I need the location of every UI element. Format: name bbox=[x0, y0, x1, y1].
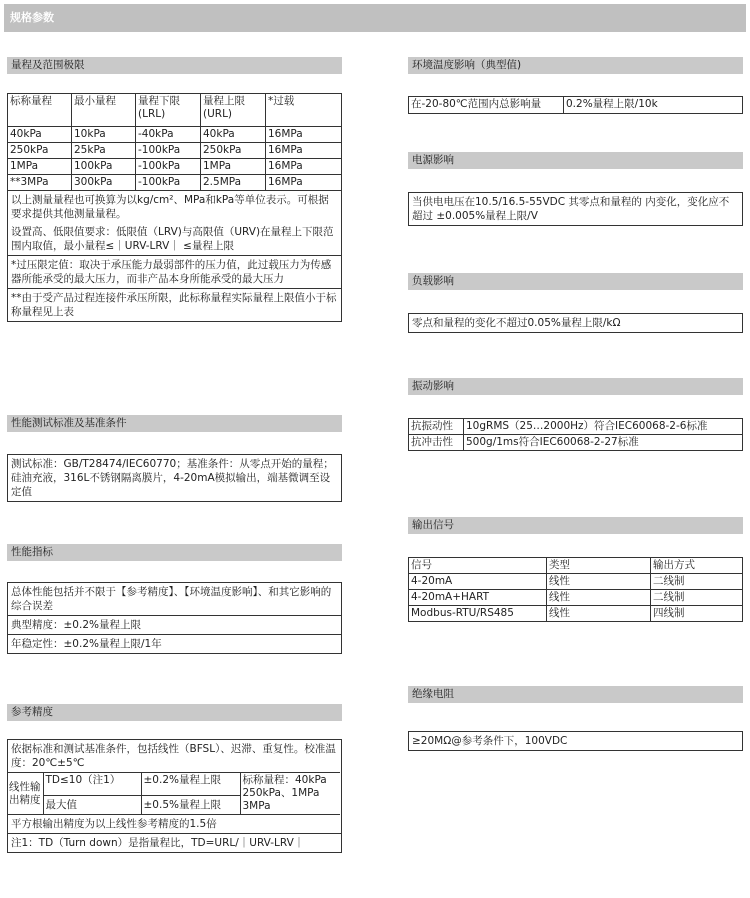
table-row bbox=[8, 159, 342, 175]
table-cell: 线性 bbox=[547, 606, 651, 622]
table-cell: TD≤10（注1） bbox=[43, 773, 141, 796]
table-row bbox=[409, 97, 743, 114]
table-row bbox=[8, 127, 342, 143]
table-cell: 线性 bbox=[547, 574, 651, 590]
load-box bbox=[408, 313, 743, 333]
section-vib-title: 振动影响 bbox=[412, 380, 454, 392]
table-cell: 1MPa bbox=[201, 159, 266, 175]
range-block bbox=[7, 93, 342, 322]
table-cell: 四线制 bbox=[651, 606, 743, 622]
table-cell: 500g/1ms符合IEC60068-2-27标准 bbox=[464, 435, 743, 451]
section-accuracy-title: 参考精度 bbox=[11, 706, 53, 718]
section-insul-title: 绝缘电阻 bbox=[412, 688, 454, 700]
section-range-header bbox=[7, 57, 342, 74]
section-vib-header bbox=[408, 378, 743, 395]
table-row bbox=[409, 574, 743, 590]
section-perf-title: 性能指标 bbox=[11, 546, 53, 558]
table-row bbox=[409, 435, 743, 451]
load-text: 零点和量程的变化不超过0.05%量程上限/kΩ bbox=[412, 317, 621, 329]
vib-table bbox=[408, 418, 743, 451]
table-cell: 300kPa bbox=[72, 175, 136, 191]
insul-box bbox=[408, 731, 743, 751]
table-cell: 0.2%量程上限/10k bbox=[564, 97, 743, 114]
section-power-title: 电源影响 bbox=[412, 154, 454, 166]
table-header-cell: 量程下限 (LRL) bbox=[136, 94, 201, 127]
table-header-cell: 标称量程 bbox=[8, 94, 72, 127]
table-row bbox=[409, 590, 743, 606]
table-cell: 40kPa bbox=[201, 127, 266, 143]
section-power-header bbox=[408, 152, 743, 169]
table-header-cell: 输出方式 bbox=[651, 558, 743, 574]
table-header-cell: *过载 bbox=[266, 94, 342, 127]
table-cell: 25kPa bbox=[72, 143, 136, 159]
power-text: 当供电电压在10.5/16.5-55VDC 其零点和量程的 内变化，变化应不超过 ±0.005%量程上限/V bbox=[412, 196, 730, 222]
table-cell: -100kPa bbox=[136, 159, 201, 175]
table-header-cell: 量程上限 (URL) bbox=[201, 94, 266, 127]
perf-box bbox=[7, 582, 342, 654]
range-note-overload: *过压限定值：取决于承压能力最弱部件的压力值，此过载压力为传感器所能承受的最大压力，而非产品本身所能承受的最大压力 bbox=[8, 255, 341, 288]
section-output-header bbox=[408, 517, 743, 534]
table-cell: 16MPa bbox=[266, 175, 342, 191]
section-test-title: 性能测试标准及基准条件 bbox=[11, 417, 127, 429]
section-load-header bbox=[408, 273, 743, 290]
table-cell: 2.5MPa bbox=[201, 175, 266, 191]
table-cell: 250kPa bbox=[8, 143, 72, 159]
range-notes bbox=[7, 191, 342, 322]
perf-overall: 总体性能包括并不限于【参考精度】、【环境温度影响】、和其它影响的综合误差 bbox=[11, 586, 332, 612]
accuracy-sqrt: 平方根输出精度为以上线性参考精度的1.5倍 bbox=[11, 818, 217, 830]
table-cell: 在-20-80℃范围内总影响量 bbox=[409, 97, 564, 114]
table-cell: 16MPa bbox=[266, 159, 342, 175]
table-cell: ±0.5%量程上限 bbox=[141, 796, 240, 815]
table-row bbox=[409, 419, 743, 435]
section-accuracy-header bbox=[7, 704, 342, 721]
table-row bbox=[8, 175, 342, 191]
table-cell: 250kPa bbox=[201, 143, 266, 159]
output-table-header bbox=[409, 558, 743, 574]
accuracy-ranges: 标称量程：40kPa 250kPa、1MPa 3MPa bbox=[240, 773, 340, 815]
perf-stability: 年稳定性：±0.2%量程上限/1年 bbox=[8, 634, 341, 653]
table-cell: 抗冲击性 bbox=[409, 435, 464, 451]
table-cell: 二线制 bbox=[651, 590, 743, 606]
accuracy-note: 注1：TD（Turn down）是指量程比，TD=URL/｜URV-LRV｜ bbox=[8, 833, 341, 852]
output-table bbox=[408, 557, 743, 622]
table-cell: 40kPa bbox=[8, 127, 72, 143]
accuracy-table bbox=[7, 772, 340, 815]
table-cell: 100kPa bbox=[72, 159, 136, 175]
table-cell: -100kPa bbox=[136, 143, 201, 159]
accuracy-label: 线性输出精度 bbox=[7, 773, 43, 815]
section-insul-header bbox=[408, 686, 743, 703]
table-cell: -100kPa bbox=[136, 175, 201, 191]
table-cell: 10gRMS（25…2000Hz）符合IEC60068-2-6标准 bbox=[464, 419, 743, 435]
table-cell: 4-20mA+HART bbox=[409, 590, 547, 606]
section-temp-title: 环境温度影响（典型值) bbox=[412, 59, 522, 71]
insul-text: ≥20MΩ@参考条件下，100VDC bbox=[412, 735, 568, 747]
table-cell: Modbus-RTU/RS485 bbox=[409, 606, 547, 622]
range-table-header bbox=[8, 94, 342, 127]
perf-typical: 典型精度：±0.2%量程上限 bbox=[8, 615, 341, 634]
table-row bbox=[8, 143, 342, 159]
section-test-header bbox=[7, 415, 342, 432]
test-box bbox=[7, 454, 342, 502]
table-row bbox=[409, 606, 743, 622]
table-header-cell: 信号 bbox=[409, 558, 547, 574]
page-title-bar bbox=[4, 4, 746, 32]
table-cell: 16MPa bbox=[266, 143, 342, 159]
temp-table bbox=[408, 96, 743, 114]
section-load-title: 负载影响 bbox=[412, 275, 454, 287]
table-header-cell: 类型 bbox=[547, 558, 651, 574]
table-cell: 二线制 bbox=[651, 574, 743, 590]
section-perf-header bbox=[7, 544, 342, 561]
accuracy-box bbox=[7, 739, 342, 853]
range-table bbox=[7, 93, 342, 191]
page-title: 规格参数 bbox=[10, 11, 54, 24]
table-cell: 16MPa bbox=[266, 127, 342, 143]
table-cell: 抗振动性 bbox=[409, 419, 464, 435]
table-cell: 最大值 bbox=[43, 796, 141, 815]
table-cell: 线性 bbox=[547, 590, 651, 606]
table-header-cell: 最小量程 bbox=[72, 94, 136, 127]
range-note-units: 以上测量量程也可换算为以kg/cm²、MPa和kPa等单位表示。可根据要求提供其他测量量程。 bbox=[11, 194, 329, 220]
section-range-title: 量程及范围极限 bbox=[11, 59, 85, 71]
section-temp-header bbox=[408, 57, 743, 74]
table-row bbox=[7, 773, 340, 796]
table-cell: **3MPa bbox=[8, 175, 72, 191]
range-note-3mpa: **由于受产品过程连接件承压所限，此标称量程实际量程上限值小于标称量程见上表 bbox=[8, 288, 341, 321]
table-cell: 1MPa bbox=[8, 159, 72, 175]
accuracy-intro: 依据标准和测试基准条件，包括线性（BFSL）、迟滞、重复性。校准温度：20℃±5℃ bbox=[11, 743, 336, 769]
table-cell: ±0.2%量程上限 bbox=[141, 773, 240, 796]
test-text: 测试标准：GB/T28474/IEC60770；基准条件：从零点开始的量程；硅油充液，316L不锈钢隔离膜片，4-20mA模拟输出，端基微调至设定值 bbox=[11, 458, 334, 498]
table-cell: 4-20mA bbox=[409, 574, 547, 590]
range-note-limits: 设置高、低限值要求：低限值（LRV)与高限值（URV)在量程上下限范围内取值，最小量程≤｜URV-LRV｜ ≤量程上限 bbox=[11, 226, 334, 252]
table-cell: 10kPa bbox=[72, 127, 136, 143]
section-output-title: 输出信号 bbox=[412, 519, 454, 531]
table-cell: -40kPa bbox=[136, 127, 201, 143]
power-box bbox=[408, 192, 743, 226]
